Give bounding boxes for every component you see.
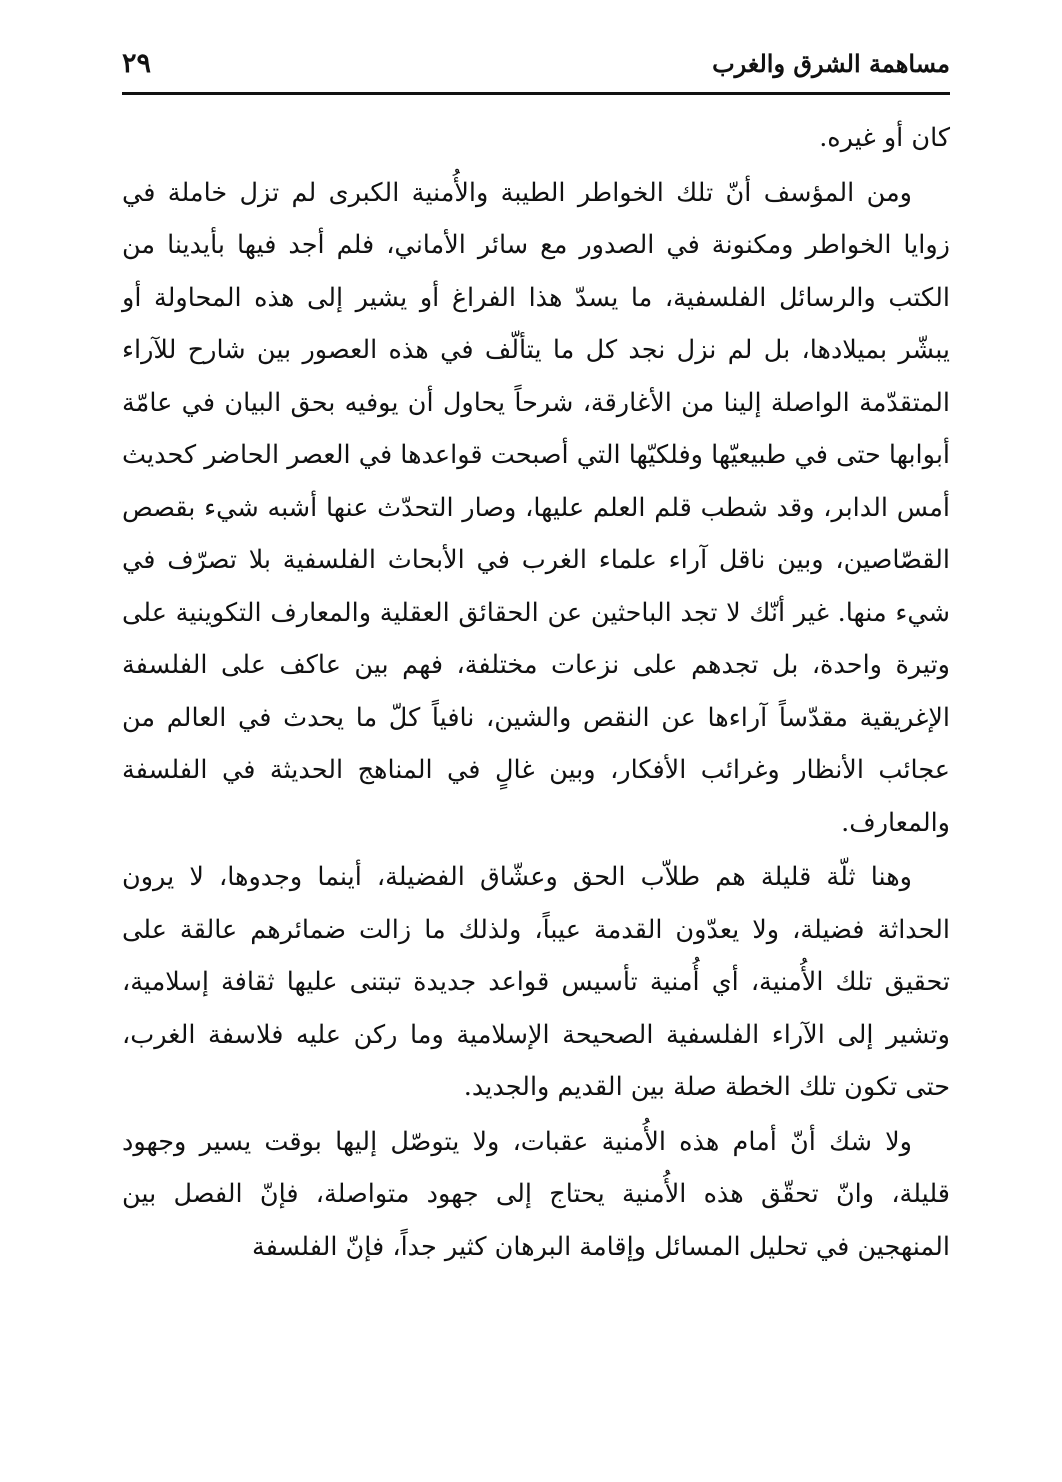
running-section-title: مساهمة الشرق والغرب <box>712 48 950 78</box>
body-text <box>122 112 950 1273</box>
paragraph-continuation: كان أو غيره. <box>819 123 950 153</box>
header-rule <box>122 92 950 95</box>
running-head <box>122 38 950 88</box>
page-number: ٢٩ <box>122 47 152 79</box>
paragraph-2: وهنا ثلّة قليلة هم طلاّب الحق وعشّاق الفضيلة، أينما وجدوها، لا يرون الحداثة فضيلة، ولا يعدّون القدمة عيباً، ولذلك ما زالت ضمائرهم عالقة على تحقيق تلك الأُمنية، أي أُمنية تأسيس قواعد جديدة تبتنى عليها ثقافة إسلامية، وتشير إلى الآراء الفلسفية الصحيحة الإسلامية وما ركن عليه فلاسفة الغرب، حتى تكون تلك الخطة صلة بين القديم والجديد. <box>122 862 950 1102</box>
paragraph-3: ولا شك أنّ أمام هذه الأُمنية عقبات، ولا يتوصّل إليها بوقت يسير وجهود قليلة، وانّ تحقّق هذه الأُمنية يحتاج إلى جهود متواصلة، فإنّ الفصل بين المنهجين في تحليل المسائل وإقامة البرهان كثير جداً، فإنّ الفلسفة <box>122 1126 950 1262</box>
paragraph-1: ومن المؤسف أنّ تلك الخواطر الطيبة والأُمنية الكبرى لم تزل خاملة في زوايا الخواطر ومكنونة في الصدور مع سائر الأماني، فلم أجد فيها بأيدينا من الكتب والرسائل الفلسفية، ما يسدّ هذا الفراغ أو يشير إلى هذه المحاولة أو يبشّر بميلادها، بل لم نزل نجد كل ما يتألّف في هذه العصور بين شارح للآراء المتقدّمة الواصلة إلينا من الأغارقة، شرحاً يحاول أن يوفيه بحق البيان في عامّة أبوابها حتى في طبيعيّها وفلكيّها التي أصبحت قواعدها في العصر الحاضر كحديث أمس الدابر، وقد شطب قلم العلم عليها، وصار التحدّث عنها أشبه شيء بقصص القصّاصين، وبين ناقل آراء علماء الغرب في الأبحاث الفلسفية بلا تصرّف في شيء منها. غير أنّك لا تجد الباحثين عن الحقائق العقلية والمعارف التكوينية على وتيرة واحدة، بل تجدهم على نزعات مختلفة، فهم بين عاكف على الفلسفة الإغريقية مقدّساً آراءها عن النقص والشين، نافياً كلّ ما يحدث في العالم من عجائب الأنظار وغرائب الأفكار، وبين غالٍ في المناهج الحديثة في الفلسفة والمعارف. <box>122 177 951 838</box>
